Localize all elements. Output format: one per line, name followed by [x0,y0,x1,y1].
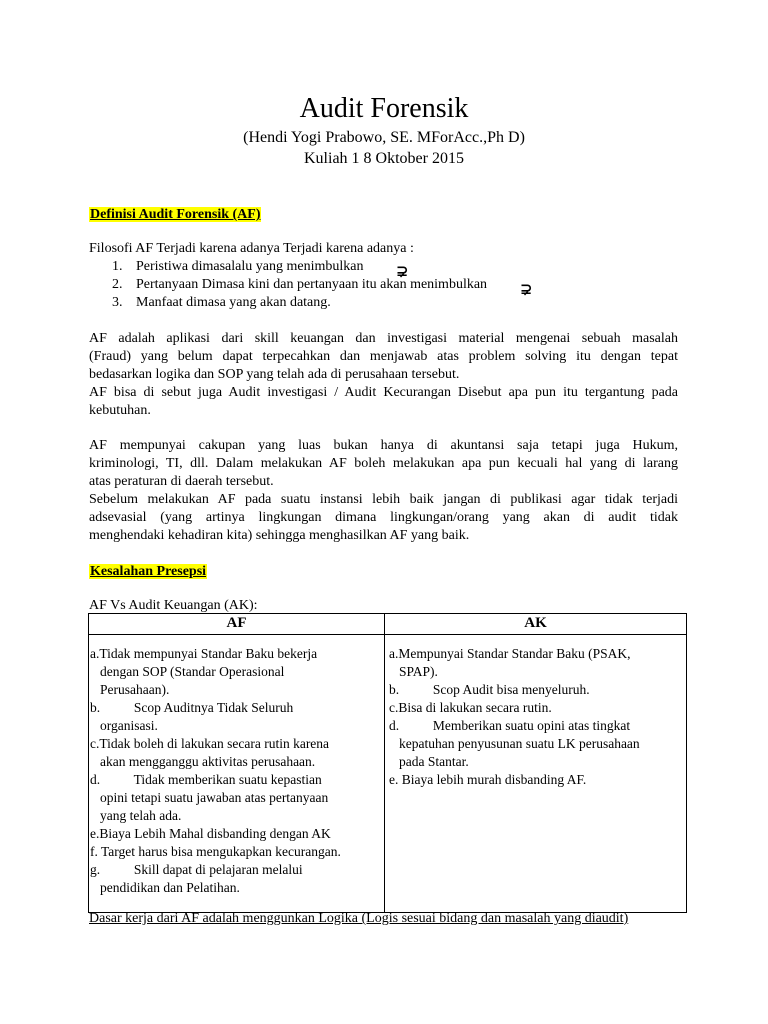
paragraph-line: (Fraud) yang belum dapat terpecahkan dan menjawab atas problem solving itu dengan tepat [89,349,678,364]
date-line: Kuliah 1 8 Oktober 2015 [304,150,464,167]
ak-item-line: kepatuhan penyusunan suatu LK perusahaan [399,736,640,751]
column-header-af: AF [89,614,385,635]
af-item-line: dengan SOP (Standar Operasional [100,664,285,679]
paragraph-line: Sebelum melakukan AF pada suatu instansi lebih baik jangan di publikasi agar tidak terjadi [89,492,678,507]
ak-item-line: SPAP). [399,664,438,679]
af-cell [89,635,385,913]
handwritten-arrow-icon: ⊋ [520,280,533,298]
section-heading-kesalahan: Kesalahan Presepsi [90,564,207,579]
intro-text: Filosofi AF Terjadi karena adanya Terjadi karena adanya : [89,241,414,256]
af-item-line: g. Skill dapat di pelajaran melalui [90,862,303,877]
list-item: Peristiwa dimasalalu yang menimbulkan [136,259,364,274]
list-item-number: 1. [112,259,123,274]
table-caption: AF Vs Audit Keuangan (AK): [89,598,258,613]
section-heading-definisi: Definisi Audit Forensik (AF) [90,207,261,222]
af-item-line: d. Tidak memberikan suatu kepastian [90,772,322,787]
af-item-line: pendidikan dan Pelatihan. [100,880,240,895]
table-header-row [89,614,687,635]
handwritten-arrow-icon: ⊋ [396,262,409,280]
list-item-number: 3. [112,295,123,310]
af-item-line: f. Target harus bisa mengukapkan kecurangan. [90,844,341,859]
comparison-table [88,613,687,913]
af-item-line: c.Tidak boleh di lakukan secara rutin karena [90,736,330,751]
af-item-line: akan mengganggu aktivitas perusahaan. [100,754,316,769]
author-line: (Hendi Yogi Prabowo, SE. MForAcc.,Ph D) [243,129,525,146]
ak-item-line: a.Mempunyai Standar Standar Baku (PSAK, [389,646,631,661]
ak-item-line: c.Bisa di lakukan secara rutin. [389,700,552,715]
paragraph-line: AF adalah aplikasi dari skill keuangan dan investigasi material mengenai sebuah masalah [89,331,678,346]
ak-item-line: d. Memberikan suatu opini atas tingkat [389,718,631,733]
paragraph-line: kebutuhan. [89,403,151,418]
ak-item-line: pada Stantar. [399,754,469,769]
paragraph-line: AF mempunyai cakupan yang luas bukan hanya di akuntansi saja tetapi juga Hukum, [89,438,678,453]
footer-note: Dasar kerja dari AF adalah menggunkan Logika (Logis sesuai bidang dan masalah yang diaudit) [89,911,629,926]
paragraph-line: menghendaki kehadiran kita) sehingga menghasilkan AF yang baik. [89,528,470,543]
list-item-number: 2. [112,277,123,292]
af-item-line: Perusahaan). [100,682,170,697]
af-item-line: organisasi. [100,718,158,733]
column-header-ak: AK [385,614,687,635]
page-title: Audit Forensik [299,93,469,124]
af-item-line: a.Tidak mempunyai Standar Baku bekerja [90,646,318,661]
af-item-line: yang telah ada. [100,808,182,823]
paragraph-line: atas peraturan di daerah tersebut. [89,474,274,489]
table-row [89,635,687,913]
af-item-line: b. Scop Auditnya Tidak Seluruh [90,700,294,715]
af-item-line: opini tetapi suatu jawaban atas pertanyaan [100,790,329,805]
list-item: Manfaat dimasa yang akan datang. [136,295,331,310]
ak-item-line: b. Scop Audit bisa menyeluruh. [389,682,590,697]
ak-item-line: e. Biaya lebih murah disbanding AF. [389,772,587,787]
paragraph-line: kriminologi, TI, dll. Dalam melakukan AF boleh melakukan apa pun kecuali hal yang di larang [89,456,678,471]
paragraph-line: bedasarkan logika dan SOP yang telah ada di perusahaan tersebut. [89,367,460,382]
ak-cell [385,635,687,913]
list-item: Pertanyaan Dimasa kini dan pertanyaan itu akan menimbulkan [136,277,488,292]
af-item-line: e.Biaya Lebih Mahal disbanding dengan AK [90,826,331,841]
paragraph-line: AF bisa di sebut juga Audit investigasi / Audit Kecurangan Disebut apa pun itu tergantung pada [89,385,678,400]
paragraph-line: adsevasial (yang artinya lingkungan dimana lingkungan/orang yang akan di audit tidak [89,510,678,525]
